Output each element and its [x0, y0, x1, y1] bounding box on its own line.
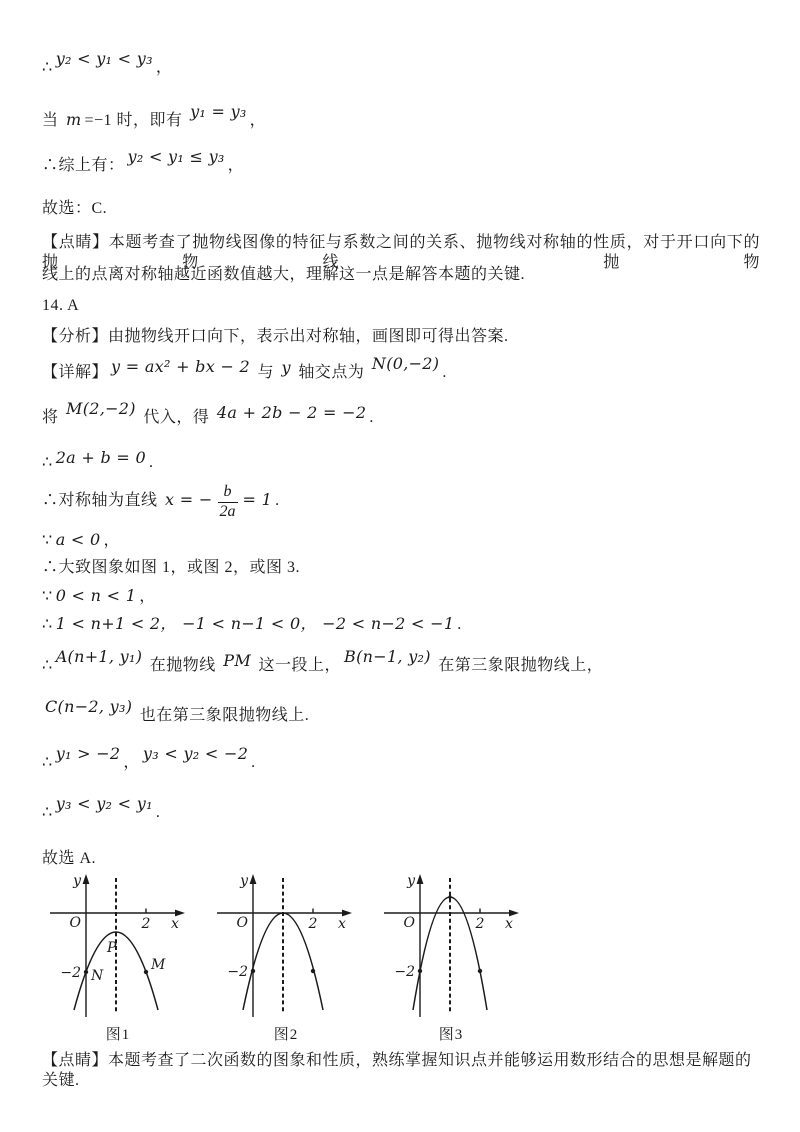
cn-symmetry-axis: ∴对称轴为直线	[42, 491, 163, 509]
fig1-y-label: y	[73, 873, 81, 889]
fig1-neg2-label: −2	[60, 965, 81, 981]
formula-0-n-1: 0 < n < 1	[55, 586, 137, 605]
formula-shifted-ranges: 1 < n+1 < 2， −1 < n−1 < 0， −2 < n−2 < −1	[55, 614, 455, 633]
fig3-x-label: x	[505, 916, 513, 932]
answer-c-text: 故选：C.	[42, 200, 108, 217]
figure-3	[378, 872, 524, 1044]
formula-y2-lt-y1-lt-y3: y₂ < y₁ < y₃	[55, 49, 153, 68]
note-paragraph-q14	[42, 1051, 760, 1091]
figure-2	[213, 872, 359, 1044]
cn-when: 当	[42, 112, 64, 129]
fig3-left-point-dot	[418, 969, 422, 973]
punct-comma: ，	[139, 588, 156, 605]
formula-y3-y2-y1: y₃ < y₂ < y₁	[55, 794, 153, 813]
formula-point-c: C(n−2, y₃)	[45, 697, 133, 716]
formula-point-a: A(n+1, y₁)	[55, 647, 143, 666]
fraction-numerator: b	[218, 484, 238, 503]
formula-parabola-eq: y = ax² + bx − 2	[111, 357, 251, 376]
punct-period: .	[251, 754, 256, 771]
formula-4a-2b: 4a + 2b − 2 = −2	[216, 403, 367, 422]
punct-period: .	[275, 491, 280, 509]
formula-y2-lt-y1-le-y3: y₂ < y₁ ≤ y₃	[127, 147, 225, 166]
note-text-1a: 【点睛】本题考查了抛物线图像的特征与系数之间的关系、抛物线对称轴的性质，对于开口向下的抛物线，抛物	[42, 234, 760, 271]
line-points-a-b	[42, 647, 604, 676]
punct-comma: ，	[155, 59, 173, 76]
line-y-order-conclusion	[42, 49, 173, 78]
fig3-vertex-dot	[448, 895, 451, 898]
line-detail-intersect	[42, 354, 447, 383]
fig1-n-label: N	[91, 968, 104, 984]
cn-also-third-quadrant: 也在第三象限抛物线上.	[135, 707, 310, 724]
formula-y3-y2-lt-neg2: y₃ < y₂ < −2	[142, 744, 249, 763]
cn-with: 与	[253, 364, 279, 381]
fig2-tick2-label: 2	[308, 916, 318, 932]
therefore-symbol: ∴	[42, 804, 53, 821]
formula-a-lt-0: a < 0	[55, 530, 101, 549]
line-summary	[42, 147, 245, 176]
fig2-x-label: x	[338, 916, 346, 932]
formula-x-eq-neg: x = −	[165, 489, 213, 509]
line-analysis	[42, 327, 509, 347]
therefore-symbol: ∴	[42, 454, 53, 471]
therefore-symbol: ∴	[42, 616, 53, 633]
cn-get: 代入，得	[138, 409, 214, 426]
q14-answer-a: 14. A	[42, 297, 80, 314]
because-symbol: ∵	[42, 532, 53, 549]
fig1-y-arrow	[83, 874, 90, 884]
figure-1-canvas	[45, 872, 191, 1020]
because-symbol: ∵	[42, 588, 53, 605]
cn-in-summary: ∴综上有：	[42, 157, 125, 174]
fig1-x-label: x	[171, 916, 179, 932]
fig3-neg2-label: −2	[394, 964, 415, 980]
cn-on-parabola: 在抛物线	[145, 657, 221, 674]
therefore-symbol: ∴	[42, 59, 53, 76]
note-paragraph-q13-line2	[42, 265, 760, 285]
var-m: m	[66, 110, 82, 129]
line-substitute-m	[42, 399, 374, 428]
figure-2-canvas	[213, 872, 359, 1020]
fig1-m-label: M	[151, 957, 166, 973]
line-rough-graphs	[42, 558, 300, 578]
fig2-right-point-dot	[311, 969, 315, 973]
formula-pm-segment: PM	[223, 651, 252, 670]
figure-1	[45, 872, 191, 1044]
formula-y1-gt-neg2: y₁ > −2	[55, 744, 121, 763]
detail-label: 【详解】	[42, 364, 109, 381]
note-text-1b: 线上的点离对称轴越近函数值越大，理解这一点是解答本题的关键.	[42, 266, 526, 283]
fig1-origin-label: O	[69, 915, 81, 931]
line-when-m-eq-neg1	[42, 102, 267, 131]
fig3-y-arrow	[417, 874, 424, 884]
punct-period: .	[457, 616, 462, 633]
therefore-symbol: ∴	[42, 754, 53, 771]
fraction-denominator: 2a	[219, 502, 236, 520]
formula-point-n: N(0,−2)	[371, 354, 440, 373]
note-text-2: 【点睛】本题考查了二次函数的图象和性质，熟练掌握知识点并能够运用数形结合的思想是解题的关键.	[42, 1052, 752, 1089]
punct-period: .	[442, 364, 447, 381]
line-point-c	[42, 697, 310, 726]
formula-point-m: M(2,−2)	[66, 399, 136, 418]
formula-eq-1: = 1	[242, 489, 273, 509]
cn-axis-intersect: 轴交点为	[293, 364, 369, 381]
line-answer-a	[42, 849, 96, 869]
fig2-left-point-dot	[251, 969, 255, 973]
line-n-range	[42, 586, 156, 607]
cn-on-segment: 这一段上，	[254, 657, 342, 674]
fig3-tick2-label: 2	[475, 916, 485, 932]
fig3-right-point-dot	[478, 969, 482, 973]
fig2-y-label: y	[240, 873, 248, 889]
fig1-tick2-label: 2	[141, 916, 151, 932]
line-y1-y3-bounds	[42, 744, 256, 773]
punct-comma: ，	[249, 112, 267, 129]
line-answer-c	[42, 199, 107, 219]
formula-y1-eq-y3: y₁ = y₃	[190, 102, 247, 121]
fig1-point-n-dot	[84, 970, 88, 974]
figure-3-caption: 图3	[438, 1027, 464, 1043]
punct-period: .	[155, 804, 161, 821]
fig2-y-arrow	[250, 874, 257, 884]
fraction-b-over-2a	[218, 484, 238, 521]
answer-a-text: 故选 A.	[42, 850, 97, 867]
fig2-neg2-label: −2	[227, 964, 248, 980]
cn-eq-neg1: =−1 时，即有	[84, 112, 188, 129]
formula-point-b: B(n−1, y₂)	[344, 647, 431, 666]
cn-third-quadrant: 在第三象限抛物线上，	[433, 657, 604, 674]
var-y: y	[281, 358, 291, 377]
cn-rough-graphs: ∴大致图象如图 1，或图 2，或图 3.	[42, 559, 301, 576]
therefore-symbol: ∴	[42, 657, 53, 674]
fig3-origin-label: O	[403, 915, 415, 931]
line-2a-plus-b	[42, 448, 154, 473]
punct-comma: ，	[123, 754, 140, 771]
line-a-negative	[42, 530, 120, 551]
punct-period: .	[148, 454, 154, 471]
punct-comma: ，	[103, 532, 120, 549]
cn-substitute: 将	[42, 409, 64, 426]
punct-period: .	[369, 409, 374, 426]
fig1-point-m-dot	[144, 970, 148, 974]
fig1-p-label: P	[107, 940, 117, 956]
line-shifted-ranges	[42, 614, 462, 635]
figure-2-caption: 图2	[273, 1027, 299, 1043]
fig2-origin-label: O	[236, 915, 248, 931]
line-symmetry-axis	[42, 484, 280, 521]
line-question14-answer	[42, 296, 79, 316]
punct-comma: ，	[227, 157, 245, 174]
formula-2a-b-0: 2a + b = 0	[55, 448, 146, 467]
figure-3-canvas	[378, 872, 524, 1020]
fig3-y-label: y	[407, 873, 415, 889]
analysis-text: 【分析】由抛物线开口向下，表示出对称轴，画图即可得出答案.	[42, 328, 509, 345]
figure-1-caption: 图1	[105, 1027, 131, 1043]
line-final-order	[42, 794, 161, 823]
